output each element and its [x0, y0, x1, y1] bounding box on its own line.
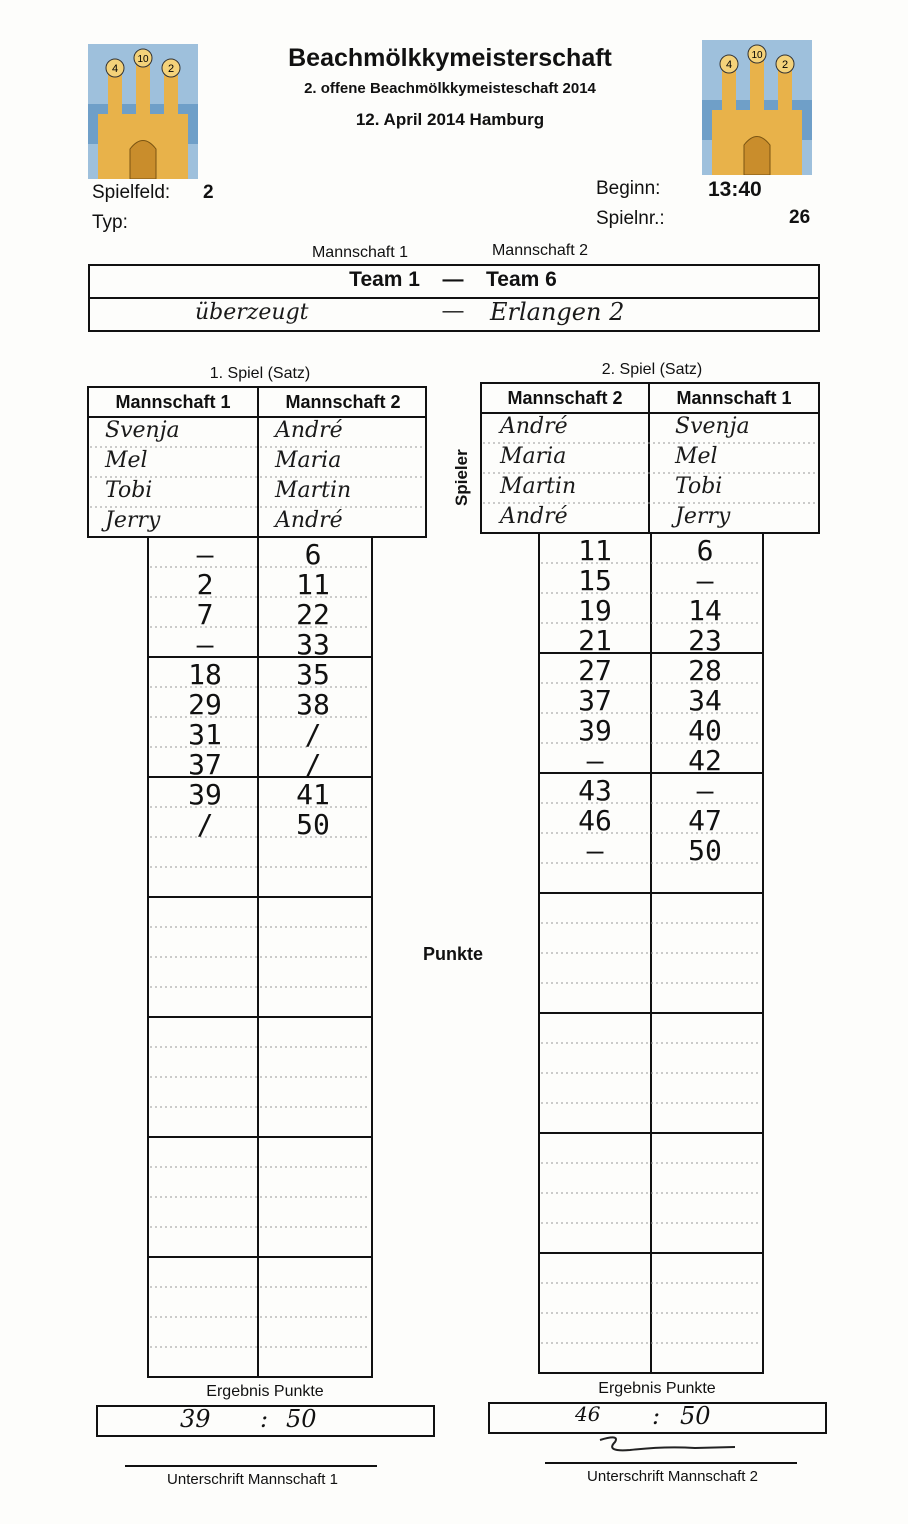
sandcastle-logo-right: [702, 40, 812, 175]
game1-score-row-9-col2: 41: [296, 778, 330, 811]
team1-name: überzeugt: [195, 300, 309, 325]
game2-score-row-1-col1: 11: [578, 534, 612, 567]
game2-score-row-3-col1: 19: [578, 594, 612, 627]
game2-score-row-6-col2: 34: [688, 684, 722, 717]
game1-score-row-5-col1: 18: [188, 658, 222, 691]
game1-score-row-1-col2: 6: [304, 538, 322, 571]
game1-score-row-7-col1: 31: [188, 718, 222, 751]
game2-signature-label: Unterschrift Mannschaft 2: [587, 1468, 758, 1485]
game2-player-2-team2: Mel: [675, 444, 718, 469]
game1-grid: [86, 385, 428, 1385]
game1-score-row-8-col2: /: [304, 748, 322, 781]
game1-signature-line: [125, 1465, 377, 1467]
beginn-value: 13:40: [708, 178, 762, 201]
game2-player-2-team1: Maria: [500, 444, 567, 469]
game1-score-row-2-col2: 11: [296, 568, 330, 601]
game1-score-row-3-col1: 7: [196, 598, 214, 631]
game1-result-label: Ergebnis Punkte: [206, 1383, 324, 1400]
team1-number: Team 1: [349, 268, 420, 291]
game1-score-row-10-col2: 50: [296, 808, 330, 841]
game1-score-row-4-col2: 33: [296, 628, 330, 661]
game2-player-4-team1: André: [500, 504, 568, 529]
game1-score-row-2-col1: 2: [196, 568, 214, 601]
game1-player-2-team1: Mel: [105, 448, 148, 473]
game2-col2-header: Mannschaft 1: [676, 388, 792, 408]
team2-name: Erlangen 2: [490, 298, 625, 326]
game2-score-row-9-col1: 43: [578, 774, 612, 807]
game2-score-row-5-col2: 28: [688, 654, 722, 687]
game2-col1-header: Mannschaft 2: [507, 388, 623, 408]
game2-score-row-10-col2: 47: [688, 804, 722, 837]
team-separator: —: [442, 268, 464, 291]
sandcastle-logo-left: [88, 44, 198, 179]
logo-pin-left-3: 2: [167, 63, 175, 75]
beginn-label: Beginn:: [596, 178, 661, 199]
spielnr-value: 26: [789, 207, 811, 228]
game1-score-row-6-col2: 38: [296, 688, 330, 721]
game1-score-row-9-col1: 39: [188, 778, 222, 811]
game2-score-row-2-col1: 15: [578, 564, 612, 597]
game1-score-row-3-col2: 22: [296, 598, 330, 631]
game2-score-row-8-col2: 42: [688, 744, 722, 777]
game2-player-4-team2: Jerry: [675, 504, 731, 529]
sheet-title: Beachmölkkymeisterschaft: [288, 44, 612, 72]
game2-score-row-4-col2: 23: [688, 624, 722, 657]
game2-score-row-7-col2: 40: [688, 714, 722, 747]
game2-result-left: 46: [575, 1402, 601, 1426]
game1-result-right: 50: [286, 1405, 317, 1433]
game2-score-row-6-col1: 37: [578, 684, 612, 717]
game2-score-row-10-col1: 46: [578, 804, 612, 837]
game2-result-label: Ergebnis Punkte: [598, 1380, 716, 1397]
game2-score-row-11-col1: —: [586, 834, 604, 867]
game2-player-3-team1: Martin: [500, 474, 577, 499]
team2-number: Team 6: [486, 268, 557, 291]
game2-signature-scribble: [575, 1430, 765, 1460]
logo-pin-left-2: 10: [137, 54, 149, 65]
spielfeld-label: Spielfeld:: [92, 182, 171, 203]
logo-pin-right-2: 10: [751, 50, 763, 61]
game2-grid: [479, 381, 821, 1381]
game2-score-row-8-col1: —: [586, 744, 604, 777]
team1-column-label: Mannschaft 1: [311, 244, 409, 261]
game1-score-row-7-col2: /: [304, 718, 322, 751]
game1-score-row-10-col1: /: [196, 808, 214, 841]
game1-result-sep: :: [260, 1405, 269, 1433]
game1-score-row-4-col1: —: [196, 628, 214, 661]
logo-pin-right-3: 2: [781, 59, 789, 71]
game1-player-2-team2: Maria: [275, 448, 342, 473]
game1-col1-header: Mannschaft 1: [115, 392, 231, 412]
game1-score-row-1-col1: —: [196, 538, 214, 571]
game2-player-1-team2: Svenja: [675, 414, 750, 439]
game2-title: 2. Spiel (Satz): [601, 361, 703, 378]
game1-signature-label: Unterschrift Mannschaft 1: [167, 1471, 338, 1488]
game2-score-row-4-col1: 21: [578, 624, 612, 657]
game2-score-row-1-col2: 6: [696, 534, 714, 567]
game2-result-right: 50: [680, 1402, 711, 1430]
game2-score-row-9-col2: —: [696, 774, 714, 807]
game2-score-row-7-col1: 39: [578, 714, 612, 747]
game2-score-row-11-col2: 50: [688, 834, 722, 867]
game1-score-row-5-col2: 35: [296, 658, 330, 691]
spielnr-label: Spielnr.:: [596, 208, 665, 229]
game1-result-left: 39: [180, 1405, 211, 1433]
typ-label: Typ:: [92, 212, 128, 233]
game1-col2-header: Mannschaft 2: [285, 392, 401, 412]
game1-player-1-team2: André: [275, 418, 343, 443]
game1-player-4-team2: André: [275, 508, 343, 533]
game1-player-1-team1: Svenja: [105, 418, 180, 443]
team-name-separator: —: [442, 299, 464, 322]
game1-score-row-8-col1: 37: [188, 748, 222, 781]
team2-column-label: Mannschaft 2: [491, 242, 589, 259]
game1-player-3-team1: Tobi: [105, 478, 153, 503]
game2-player-1-team1: André: [500, 414, 568, 439]
logo-pin-left-1: 4: [111, 63, 119, 75]
logo-pin-right-1: 4: [725, 59, 733, 71]
sheet-subtitle: 2. offene Beachmölkkymeisteschaft 2014: [304, 80, 596, 97]
game2-result-sep: :: [652, 1402, 661, 1430]
game2-score-row-3-col2: 14: [688, 594, 722, 627]
game2-score-row-2-col2: —: [696, 564, 714, 597]
punkte-label: Punkte: [423, 944, 484, 964]
game1-player-3-team2: Martin: [275, 478, 352, 503]
spielfeld-value: 2: [203, 182, 214, 203]
game1-player-4-team1: Jerry: [105, 508, 161, 533]
game2-score-row-5-col1: 27: [578, 654, 612, 687]
game2-player-3-team2: Tobi: [675, 474, 723, 499]
sheet-date-place: 12. April 2014 Hamburg: [355, 110, 545, 129]
game1-title: 1. Spiel (Satz): [209, 365, 311, 382]
game1-score-row-6-col1: 29: [188, 688, 222, 721]
spieler-label: Spieler: [452, 449, 471, 506]
game2-signature-line: [545, 1462, 797, 1464]
